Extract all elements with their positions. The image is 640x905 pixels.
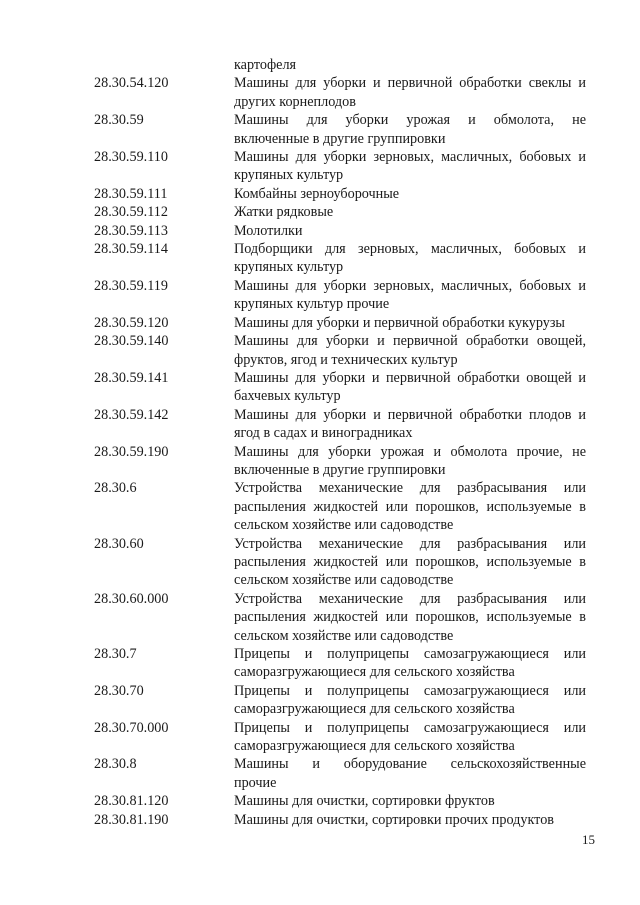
row-code: 28.30.59.113 [94,222,168,239]
description-line: Машины для уборки зерновых, масличных, бобовых и [234,149,586,166]
classification-table [0,56,640,829]
row-description [234,590,586,645]
row-code: 28.30.59.140 [94,333,169,350]
table-row [0,56,640,74]
table-row [0,277,640,314]
table-row [0,111,640,148]
row-description [234,222,586,240]
table-row [0,755,640,792]
row-description [234,645,586,682]
table-row [0,645,640,682]
description-line: Машины для уборки зерновых, масличных, бобовых и [234,277,586,294]
description-line: саморазгружающиеся для сельского хозяйства [234,738,515,755]
row-code: 28.30.70.000 [94,719,169,736]
description-line: бахчевых культур [234,388,341,405]
row-code: 28.30.8 [94,756,137,773]
row-description [234,682,586,719]
description-line: Машины для уборки и первичной обработки кукурузы [234,314,565,331]
row-description [234,755,586,792]
row-code: 28.30.60.000 [94,590,169,607]
row-code: 28.30.59.112 [94,204,168,221]
row-code: 28.30.59.190 [94,443,169,460]
table-row [0,535,640,590]
row-description [234,74,586,111]
table-row [0,332,640,369]
description-line: Устройства механические для разбрасывания или [234,535,586,552]
row-code: 28.30.59.141 [94,369,169,386]
row-code: 28.30.59.119 [94,277,168,294]
row-description [234,314,586,332]
table-row [0,590,640,645]
description-line: сельском хозяйстве или садоводстве [234,627,454,644]
description-line: крупяных культур прочие [234,296,390,313]
row-description [234,332,586,369]
table-row [0,203,640,221]
table-row [0,240,640,277]
description-line: картофеля [234,57,297,73]
row-description [234,56,586,74]
description-line: сельском хозяйстве или садоводстве [234,572,454,589]
table-row [0,792,640,810]
table-row [0,443,640,480]
row-description [234,811,586,829]
row-code: 28.30.59.142 [94,406,169,423]
description-line: Машины для уборки и первичной обработки овощей и [234,369,586,386]
description-line: Прицепы и полуприцепы самозагружающиеся или [234,646,586,662]
row-description [234,535,586,590]
description-line: распыления жидкостей или порошков, используемые в [234,553,586,570]
row-description [234,479,586,534]
row-code: 28.30.59.111 [94,185,168,202]
description-line: распыления жидкостей или порошков, используемые в [234,609,586,626]
row-code: 28.30.6 [94,480,137,497]
table-row [0,74,640,111]
description-line: сельском хозяйстве или садоводстве [234,517,454,534]
table-row [0,719,640,756]
description-line: Машины для уборки и первичной обработки овощей, [234,333,586,350]
row-description [234,111,586,148]
row-code: 28.30.81.190 [94,811,169,828]
description-line: Прицепы и полуприцепы самозагружающиеся или [234,682,586,699]
row-code: 28.30.54.120 [94,75,169,92]
description-line: распыления жидкостей или порошков, используемые в [234,498,586,515]
description-line: саморазгружающиеся для сельского хозяйства [234,664,515,681]
description-line: Жатки рядковые [234,204,334,221]
page-number: 15 [582,832,595,847]
description-line: Машины и оборудование сельскохозяйственные [234,756,586,773]
description-line: Машины для очистки, сортировки фруктов [234,793,495,810]
row-description [234,406,586,443]
description-line: Устройства механические для разбрасывания или [234,590,586,607]
row-code: 28.30.60 [94,535,144,552]
description-line: крупяных культур [234,167,344,184]
row-description [234,277,586,314]
description-line: Машины для уборки и первичной обработки свеклы и [234,75,586,92]
description-line: Устройства механические для разбрасывания или [234,480,586,497]
description-line: Подборщики для зерновых, масличных, бобовых и [234,241,586,258]
row-description [234,792,586,810]
row-description [234,719,586,756]
row-description [234,203,586,221]
description-line: крупяных культур [234,259,344,276]
table-row [0,222,640,240]
description-line: Машины для уборки урожая и обмолота прочие, не [234,443,586,460]
description-line: Машины для уборки и первичной обработки плодов и [234,406,586,423]
table-row [0,479,640,534]
description-line: Машины для уборки урожая и обмолота, не [234,112,586,129]
row-description [234,148,586,185]
description-line: других корнеплодов [234,93,356,110]
row-description [234,443,586,480]
row-description [234,369,586,406]
table-row [0,369,640,406]
row-code: 28.30.59.110 [94,149,168,166]
description-line: саморазгружающиеся для сельского хозяйства [234,701,515,718]
description-line: Машины для очистки, сортировки прочих продуктов [234,811,554,828]
description-line: включенные в другие группировки [234,130,446,147]
table-row [0,148,640,185]
description-line: прочие [234,774,277,791]
description-line: Комбайны зерноуборочные [234,185,400,202]
row-code: 28.30.81.120 [94,793,169,810]
description-line: фруктов, ягод и технических культур [234,351,458,368]
description-line: Прицепы и полуприцепы самозагружающиеся или [234,719,586,736]
row-code: 28.30.59 [94,112,144,129]
description-line: Молотилки [234,222,303,239]
row-code: 28.30.7 [94,646,137,662]
row-code: 28.30.70 [94,682,144,699]
row-code: 28.30.59.114 [94,241,168,258]
row-description [234,185,586,203]
table-row [0,811,640,829]
row-description [234,240,586,277]
table-row [0,185,640,203]
table-row [0,314,640,332]
description-line: включенные в другие группировки [234,461,446,478]
description-line: ягод в садах и виноградниках [234,425,413,442]
table-row [0,406,640,443]
row-code: 28.30.59.120 [94,314,169,331]
table-row [0,682,640,719]
